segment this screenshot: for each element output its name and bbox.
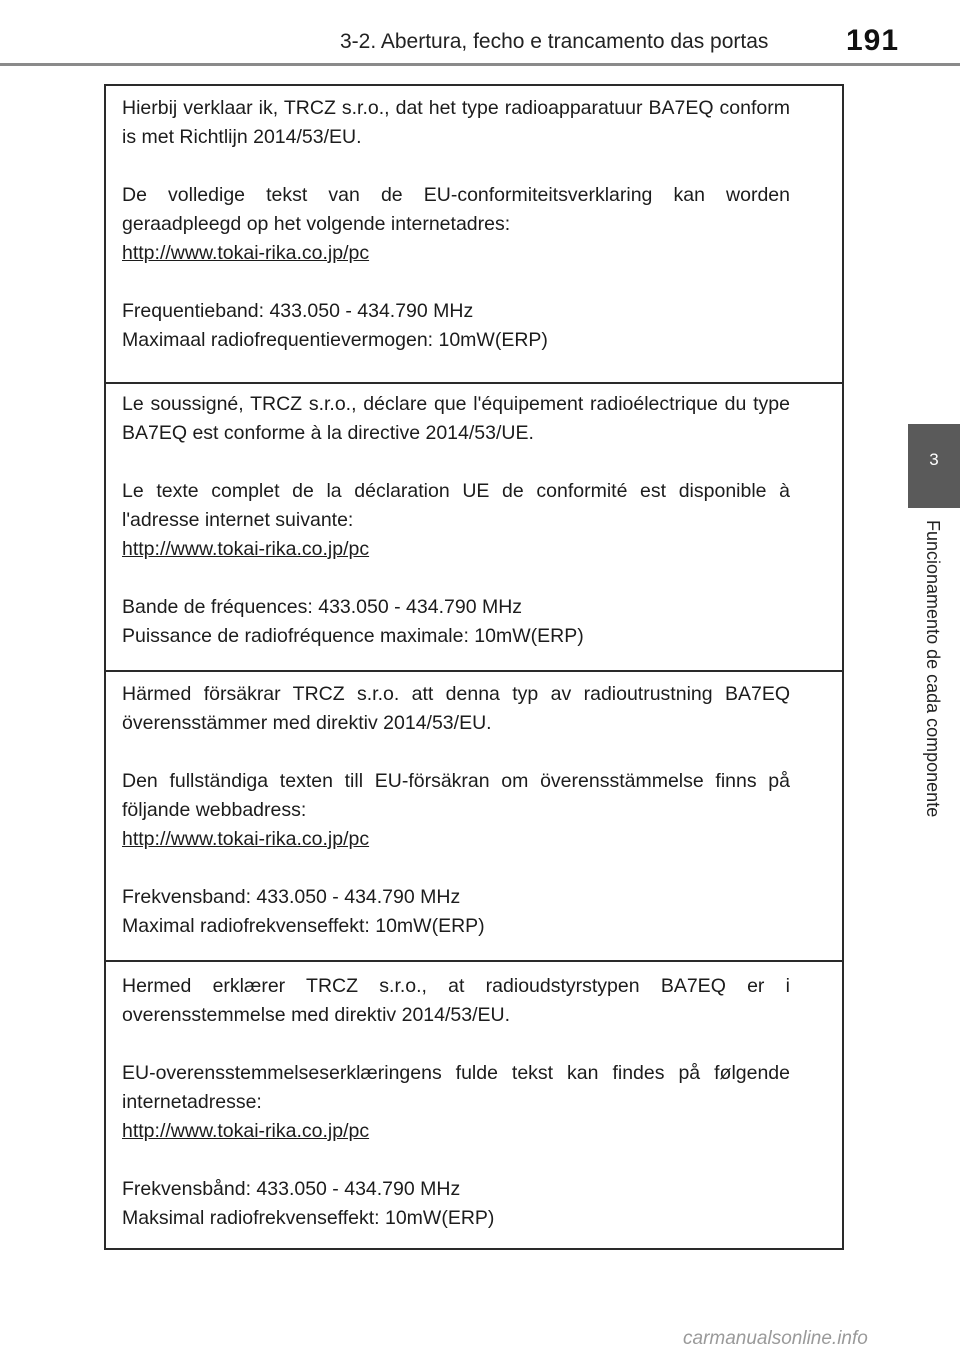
declaration-link[interactable]: http://www.tokai-rika.co.jp/pc	[122, 1120, 370, 1142]
watermark: carmanualsonline.info	[683, 1328, 868, 1349]
declaration-link[interactable]: http://www.tokai-rika.co.jp/pc	[122, 242, 370, 264]
declaration-availability: De volledige tekst van de EU-conformiteitsverklaring kan worden geraadpleegd op het volgende internetadres:	[122, 184, 790, 235]
declaration-statement: Hermed erklærer TRCZ s.r.o., at radioudstyrstypen BA7EQ er i overensstemmelse med direktiv 2014/53/EU.	[122, 975, 790, 1026]
declaration-link[interactable]: http://www.tokai-rika.co.jp/pc	[122, 538, 370, 560]
declaration-statement: Le soussigné, TRCZ s.r.o., déclare que l'équipement radioélectrique du type BA7EQ est conforme à la directive 2014/53/UE.	[122, 393, 790, 444]
frequency-band: Bande de fréquences: 433.050 - 434.790 MHz	[122, 596, 523, 618]
section-title: 3-2. Abertura, fecho e trancamento das portas	[340, 30, 769, 53]
frequency-band: Frekvensbånd: 433.050 - 434.790 MHz	[122, 1178, 461, 1200]
declaration-statement: Hierbij verklaar ik, TRCZ s.r.o., dat het type radioapparatuur BA7EQ conform is met Richtlijn 2014/53/EU.	[122, 97, 790, 148]
declaration-availability: Le texte complet de la déclaration UE de conformité est disponible à l'adresse internet suivante:	[122, 480, 790, 531]
max-power: Maximaal radiofrequentievermogen: 10mW(ERP)	[122, 329, 548, 351]
max-power: Maximal radiofrekvenseffekt: 10mW(ERP)	[122, 915, 485, 937]
declaration-swedish	[106, 670, 842, 960]
declaration-box	[104, 84, 844, 1250]
frequency-band: Frekvensband: 433.050 - 434.790 MHz	[122, 886, 461, 908]
declaration-dutch	[106, 86, 842, 382]
declaration-french	[106, 382, 842, 670]
declaration-link[interactable]: http://www.tokai-rika.co.jp/pc	[122, 828, 370, 850]
page-number: 191	[846, 24, 900, 57]
chapter-title-container	[908, 512, 960, 872]
declaration-danish	[106, 960, 842, 1248]
chapter-number-tab: 3	[908, 424, 960, 508]
max-power: Maksimal radiofrekvenseffekt: 10mW(ERP)	[122, 1207, 495, 1229]
declaration-availability: EU-overensstemmelseserklæringens fulde tekst kan findes på følgende internetadresse:	[122, 1062, 790, 1113]
max-power: Puissance de radiofréquence maximale: 10mW(ERP)	[122, 625, 584, 647]
chapter-title: Funcionamento de cada componente	[923, 520, 943, 818]
declaration-statement: Härmed försäkrar TRCZ s.r.o. att denna typ av radioutrustning BA7EQ överensstämmer med direktiv 2014/53/EU.	[122, 683, 790, 734]
frequency-band: Frequentieband: 433.050 - 434.790 MHz	[122, 300, 474, 322]
declaration-availability: Den fullständiga texten till EU-försäkran om överensstämmelse finns på följande webbadress:	[122, 770, 790, 821]
header-divider	[0, 63, 960, 66]
